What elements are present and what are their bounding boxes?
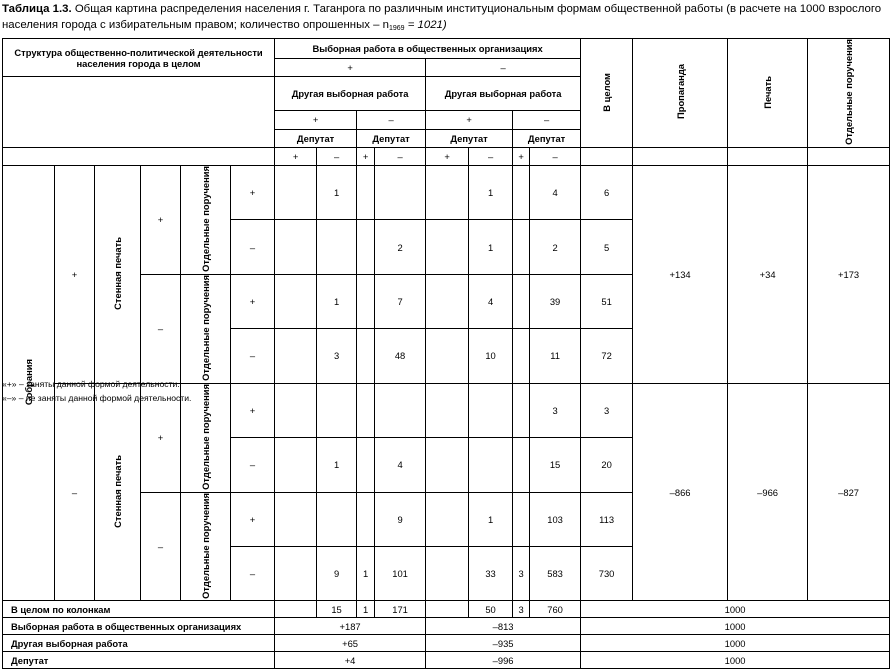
assignments-minus-value: –827 xyxy=(808,383,890,601)
wall-press-cell xyxy=(95,383,141,601)
assignments-label: Отдельные поручения xyxy=(200,165,211,272)
summary-row-columns xyxy=(3,601,890,618)
cell: 2 xyxy=(375,220,426,274)
other-minus: –935 xyxy=(426,635,581,652)
header-other-elected-b: Другая выборная работа xyxy=(426,77,581,111)
row-sign: – xyxy=(231,329,275,383)
wall-press-minus: – xyxy=(141,492,181,601)
header-deputy-plus-4: + xyxy=(513,147,530,165)
cell: 7 xyxy=(375,274,426,328)
press-minus-value: –966 xyxy=(728,383,808,601)
cell xyxy=(357,438,375,492)
assignments-label: Отдельные поручения xyxy=(200,383,211,490)
cell: 3 xyxy=(513,547,530,601)
press-plus-value: +34 xyxy=(728,165,808,383)
header-deputy-minus-4: – xyxy=(530,147,581,165)
wall-press-cell xyxy=(95,165,141,383)
cell xyxy=(275,329,317,383)
cell-total: 20 xyxy=(581,438,633,492)
cell xyxy=(317,492,357,546)
cell: 760 xyxy=(530,601,581,618)
header-elected-plus: + xyxy=(275,59,426,77)
header-propaganda-label: Пропаганда xyxy=(674,64,686,120)
row-sign: + xyxy=(231,383,275,437)
cell xyxy=(275,165,317,219)
wall-press-plus: + xyxy=(141,383,181,492)
cell: 48 xyxy=(375,329,426,383)
cell: 3 xyxy=(317,329,357,383)
cell xyxy=(375,165,426,219)
by-columns-total: 1000 xyxy=(581,601,890,618)
meetings-plus: + xyxy=(55,165,95,383)
cell xyxy=(357,165,375,219)
cell: 1 xyxy=(317,165,357,219)
cell: 1 xyxy=(469,165,513,219)
header-other-minus-b: – xyxy=(513,110,581,129)
table-row xyxy=(3,383,890,437)
header-deputy-plus-3: + xyxy=(426,147,469,165)
cell: 1 xyxy=(317,274,357,328)
other-total: 1000 xyxy=(581,635,890,652)
cell xyxy=(426,492,469,546)
table-caption xyxy=(2,1,887,37)
propaganda-minus-value: –866 xyxy=(633,383,728,601)
header-assignments xyxy=(808,39,890,148)
elected-total: 1000 xyxy=(581,618,890,635)
caption-n-letter: n xyxy=(382,19,389,31)
wall-press-plus: + xyxy=(141,165,181,274)
cell xyxy=(357,220,375,274)
row-sign: + xyxy=(231,492,275,546)
header-deputy-3: Депутат xyxy=(426,129,513,147)
cell xyxy=(357,383,375,437)
cell xyxy=(275,220,317,274)
assignments-cell xyxy=(181,274,231,383)
cell xyxy=(513,220,530,274)
header-empty-total xyxy=(581,147,633,165)
cell xyxy=(513,438,530,492)
summary-row-deputy xyxy=(3,652,890,669)
cell xyxy=(513,165,530,219)
assignments-plus-value: +173 xyxy=(808,165,890,383)
cell xyxy=(317,383,357,437)
header-press xyxy=(728,39,808,148)
cell xyxy=(426,601,469,618)
cell: 1 xyxy=(357,601,375,618)
cell: 39 xyxy=(530,274,581,328)
header-deputy-plus-2: + xyxy=(357,147,375,165)
cell: 2 xyxy=(530,220,581,274)
propaganda-plus-value: +134 xyxy=(633,165,728,383)
cell-total: 6 xyxy=(581,165,633,219)
row-sign: – xyxy=(231,438,275,492)
cell: 9 xyxy=(317,547,357,601)
cell: 1 xyxy=(317,438,357,492)
other-label: Другая выборная работа xyxy=(3,635,275,652)
cell-total: 72 xyxy=(581,329,633,383)
table-row xyxy=(3,165,890,219)
cell xyxy=(426,383,469,437)
elected-plus: +187 xyxy=(275,618,426,635)
elected-label: Выборная работа в общественных организациях xyxy=(3,618,275,635)
cell-total: 113 xyxy=(581,492,633,546)
cell: 33 xyxy=(469,547,513,601)
distribution-table xyxy=(2,38,890,669)
deputy-plus: +4 xyxy=(275,652,426,669)
header-other-plus-b: + xyxy=(426,110,513,129)
cell: 4 xyxy=(530,165,581,219)
header-assignments-label: Отдельные поручения xyxy=(843,39,855,145)
cell: 4 xyxy=(375,438,426,492)
header-deputy-minus-1: – xyxy=(317,147,357,165)
cell xyxy=(317,220,357,274)
header-structure-empty xyxy=(3,77,275,148)
cell xyxy=(357,492,375,546)
header-empty-propaganda xyxy=(633,147,728,165)
cell-total: 730 xyxy=(581,547,633,601)
cell: 103 xyxy=(530,492,581,546)
cell xyxy=(275,601,317,618)
header-deputy-signs-empty xyxy=(3,147,275,165)
caption-n-value: = 1021) xyxy=(407,19,447,31)
row-sign: + xyxy=(231,165,275,219)
cell: 15 xyxy=(530,438,581,492)
cell: 15 xyxy=(317,601,357,618)
cell xyxy=(275,547,317,601)
cell-total: 3 xyxy=(581,383,633,437)
cell xyxy=(426,165,469,219)
cell-total: 51 xyxy=(581,274,633,328)
header-deputy-minus-3: – xyxy=(469,147,513,165)
cell xyxy=(275,274,317,328)
assignments-label: Отдельные поручения xyxy=(200,274,211,381)
cell: 4 xyxy=(469,274,513,328)
cell: 50 xyxy=(469,601,513,618)
cell: 3 xyxy=(530,383,581,437)
summary-row-elected xyxy=(3,618,890,635)
row-sign: – xyxy=(231,547,275,601)
cell xyxy=(469,438,513,492)
caption-text: Общая картина распределения населения г. Таганрога по различным институциональным формам общественной работы (в расчете на 1000 взрослого населения города с избирательным правом; количество опрошенных – xyxy=(2,3,882,31)
cell: 101 xyxy=(375,547,426,601)
cell xyxy=(426,329,469,383)
row-sign: + xyxy=(231,274,275,328)
deputy-minus: –996 xyxy=(426,652,581,669)
header-empty-press xyxy=(728,147,808,165)
cell xyxy=(513,383,530,437)
cell xyxy=(513,492,530,546)
cell xyxy=(426,220,469,274)
cell xyxy=(426,274,469,328)
wall-press-label: Стенная печать xyxy=(112,236,123,310)
header-other-elected-a: Другая выборная работа xyxy=(275,77,426,111)
elected-minus: –813 xyxy=(426,618,581,635)
cell: 10 xyxy=(469,329,513,383)
assignments-cell xyxy=(181,492,231,601)
header-structure: Структура общественно-политической деятельности населения города в целом xyxy=(3,39,275,77)
header-other-minus-a: – xyxy=(357,110,426,129)
header-elected-minus: – xyxy=(426,59,581,77)
wall-press-label: Стенная печать xyxy=(112,454,123,528)
header-deputy-minus-2: – xyxy=(375,147,426,165)
header-other-plus-a: + xyxy=(275,110,357,129)
cell: 583 xyxy=(530,547,581,601)
cell: 1 xyxy=(469,220,513,274)
cell: 9 xyxy=(375,492,426,546)
summary-row-other xyxy=(3,635,890,652)
cell xyxy=(275,438,317,492)
cell: 1 xyxy=(469,492,513,546)
footnote-plus: «+» – заняты данной формой деятельности. xyxy=(2,379,180,389)
deputy-total: 1000 xyxy=(581,652,890,669)
cell xyxy=(513,274,530,328)
header-propaganda xyxy=(633,39,728,148)
meetings-label: Собрания xyxy=(23,359,34,406)
meetings-minus: – xyxy=(55,383,95,601)
assignments-label: Отдельные поручения xyxy=(200,492,211,599)
caption-n-sub: 1969 xyxy=(388,25,405,32)
header-press-label: Печать xyxy=(762,75,774,109)
caption-label: Таблица 1.3. xyxy=(2,3,72,15)
cell: 11 xyxy=(530,329,581,383)
footnote-minus: «–» – не заняты данной формой деятельности. xyxy=(2,393,192,403)
other-plus: +65 xyxy=(275,635,426,652)
cell: 1 xyxy=(357,547,375,601)
deputy-label: Депутат xyxy=(3,652,275,669)
header-elected-work: Выборная работа в общественных организациях xyxy=(275,39,581,59)
by-columns-label: В целом по колонкам xyxy=(3,601,275,618)
cell: 171 xyxy=(375,601,426,618)
cell xyxy=(513,329,530,383)
header-deputy-4: Депутат xyxy=(513,129,581,147)
cell xyxy=(275,492,317,546)
assignments-cell xyxy=(181,165,231,274)
cell xyxy=(357,274,375,328)
header-total-label: В целом xyxy=(601,72,613,112)
header-deputy-2: Депутат xyxy=(357,129,426,147)
cell xyxy=(469,383,513,437)
cell xyxy=(426,438,469,492)
cell-total: 5 xyxy=(581,220,633,274)
cell xyxy=(426,547,469,601)
cell xyxy=(357,329,375,383)
header-empty-assignments xyxy=(808,147,890,165)
header-total xyxy=(581,39,633,148)
cell xyxy=(375,383,426,437)
cell xyxy=(275,383,317,437)
cell: 3 xyxy=(513,601,530,618)
header-deputy-plus-1: + xyxy=(275,147,317,165)
wall-press-minus: – xyxy=(141,274,181,383)
row-sign: – xyxy=(231,220,275,274)
header-deputy-1: Депутат xyxy=(275,129,357,147)
